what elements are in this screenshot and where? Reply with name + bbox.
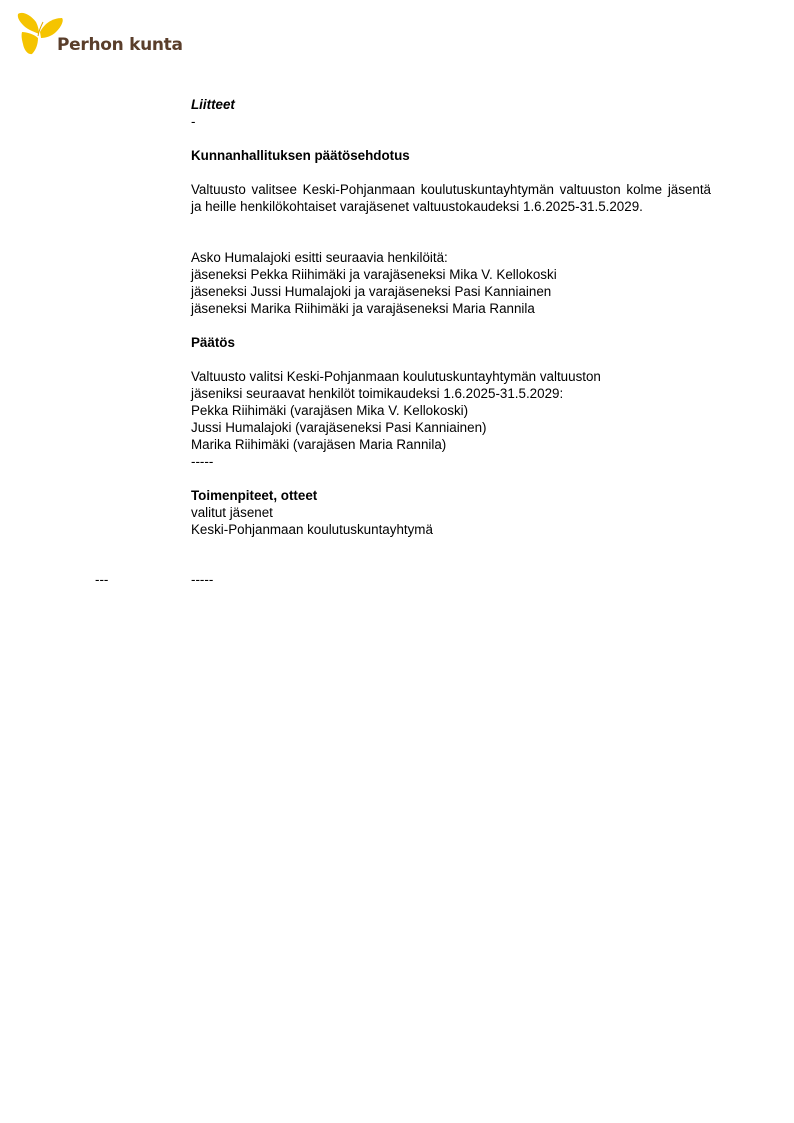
proposal-text: Valtuusto valitsee Keski-Pohjanmaan koulutuskuntayhtymän valtuuston kolme jäsentä ja heille henkilökohtaiset varajäsenet valtuustokaudeksi 1.6.2025-31.5.2029. [191, 182, 711, 214]
decision-line: jäseniksi seuraavat henkilöt toimikaudeksi 1.6.2025-31.5.2029: [191, 386, 564, 401]
footer-right-separator: ----- [191, 572, 214, 587]
action-item: Keski-Pohjanmaan koulutuskuntayhtymä [191, 522, 433, 537]
nominations-intro: Asko Humalajoki esitti seuraavia henkilöitä: [191, 250, 448, 265]
document-body [191, 96, 711, 538]
footer-left-separator: --- [95, 572, 109, 587]
decision-member: Jussi Humalajoki (varajäseneksi Pasi Kanniainen) [191, 420, 487, 435]
nomination-item: jäseneksi Pekka Riihimäki ja varajäseneksi Mika V. Kellokoski [191, 267, 557, 282]
decision-line: Valtuusto valitsi Keski-Pohjanmaan koulutuskuntayhtymän valtuuston [191, 369, 601, 384]
attachments-value: - [191, 114, 196, 129]
actions-heading: Toimenpiteet, otteet [191, 488, 318, 503]
logo-text: Perhon kunta [57, 35, 183, 55]
decision-heading: Päätös [191, 335, 235, 350]
nomination-item: jäseneksi Marika Riihimäki ja varajäseneksi Maria Rannila [191, 301, 535, 316]
decision-member: Pekka Riihimäki (varajäsen Mika V. Kellokoski) [191, 403, 469, 418]
decision-member: Marika Riihimäki (varajäsen Maria Rannila) [191, 437, 447, 452]
nomination-item: jäseneksi Jussi Humalajoki ja varajäseneksi Pasi Kanniainen [191, 284, 552, 299]
proposal-heading: Kunnanhallituksen päätösehdotus [191, 148, 410, 163]
attachments-heading: Liitteet [191, 97, 235, 112]
action-item: valitut jäsenet [191, 505, 273, 520]
municipality-logo [16, 10, 186, 58]
decision-separator: ----- [191, 454, 214, 469]
